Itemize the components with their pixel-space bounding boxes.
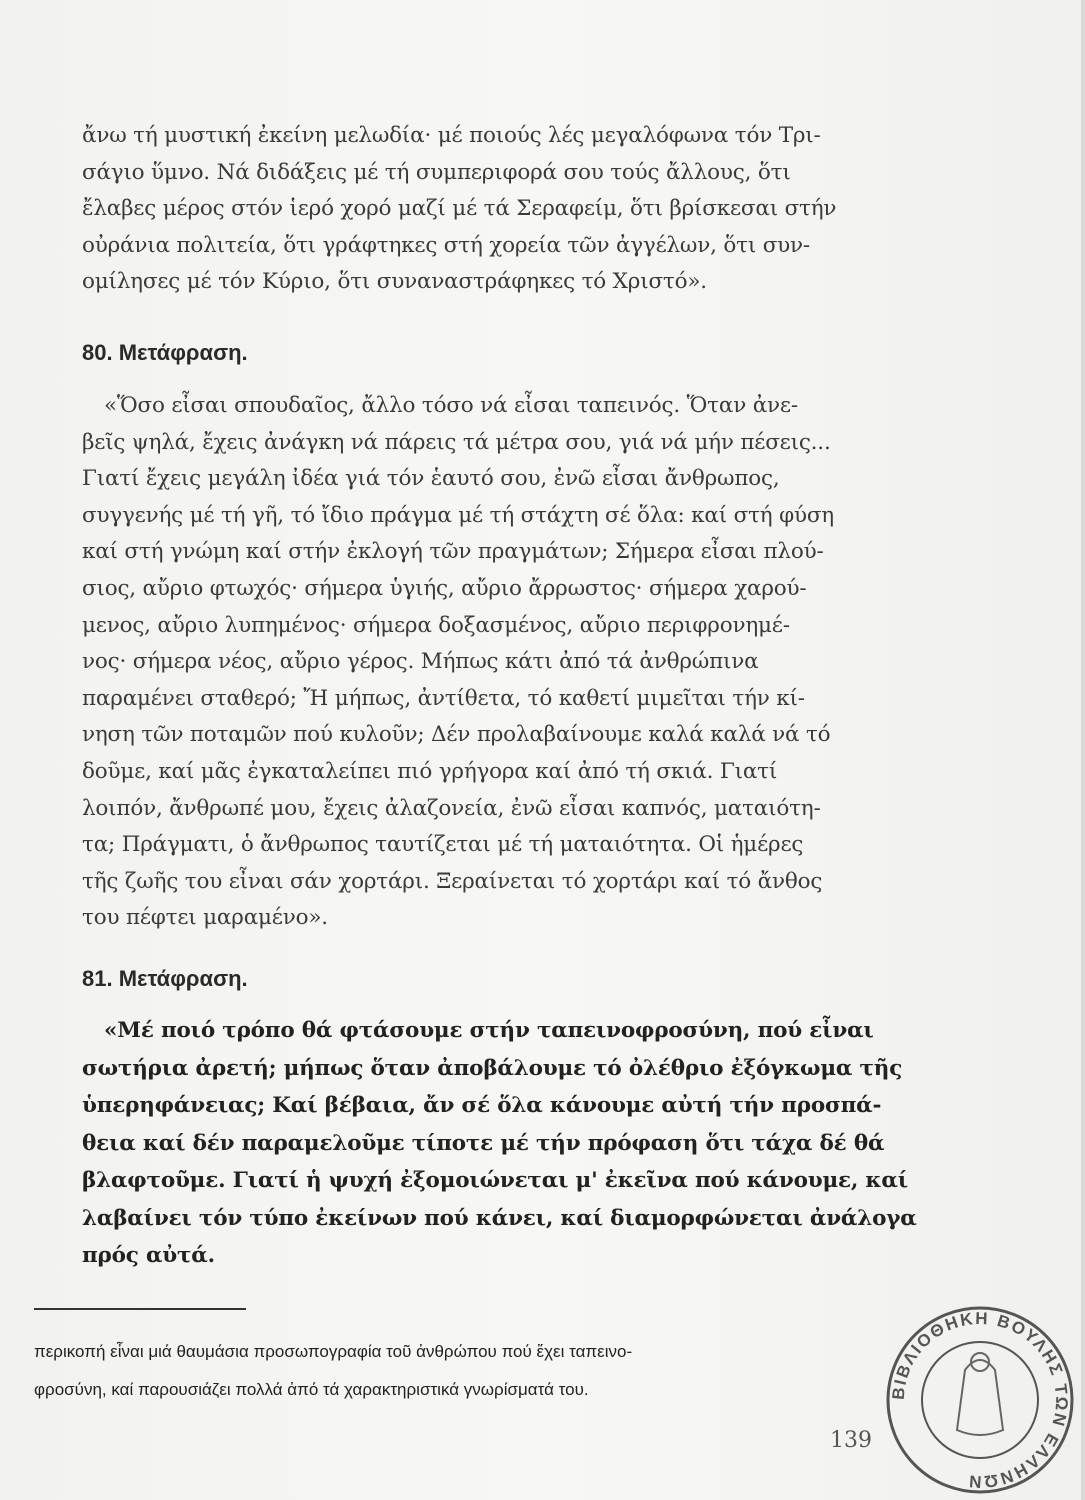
section-heading-81: 81. Μετάφραση. [82, 966, 248, 991]
section-heading-80: 80. Μετάφραση. [82, 340, 248, 365]
text-line: νος· σήμερα νέος, αὔριο γέρος. Μήπως κάτι ἀπό τά ἀνθρώπινα [82, 649, 759, 675]
text-line: «Ὅσο εἶσαι σπουδαῖος, ἄλλο τόσο νά εἶσαι ταπεινός. Ὅταν ἀνε- [104, 393, 798, 418]
paragraph-81 [82, 1012, 917, 1275]
footnote-line: περικοπή εἶναι μιά θαυμάσια προσωπογραφία τοῦ ἀνθρώπου πού ἔχει ταπεινο- [34, 1342, 633, 1361]
text-line: ομίλησες μέ τόν Κύριο, ὅτι συναναστράφηκες τό Χριστό». [82, 269, 707, 295]
text-line: τα; Πράγματι, ὁ ἄνθρωπος ταυτίζεται μέ τή ματαιότητα. Οἱ ἡμέρες [82, 832, 804, 858]
text-line: σάγιο ὕμνο. Νά διδάξεις μέ τή συμπεριφορά σου τούς ἄλλους, ὅτι [82, 159, 791, 185]
footnote-rule [34, 1308, 246, 1310]
text-line: παραμένει σταθερό; Ἤ μήπως, ἀντίθετα, τό καθετί μιμεῖται τήν κί- [82, 685, 805, 711]
text-line: λοιπόν, ἄνθρωπέ μου, ἔχεις ἀλαζονεία, ἐνῶ εἶσαι καπνός, ματαιότη- [82, 795, 821, 821]
text-line: οὐράνια πολιτεία, ὅτι γράφτηκες στή χορεία τῶν ἀγγέλων, ὅτι συν- [82, 232, 810, 258]
library-stamp [880, 1300, 1080, 1500]
text-line: του πέφτει μαραμένο». [82, 905, 328, 931]
page-number: 139 [830, 1428, 872, 1453]
paragraph-continuation [82, 118, 882, 301]
page-edge [1081, 0, 1085, 1500]
text-line: θεια καί δέν παραμελοῦμε τίποτε μέ τήν πρόφαση ὅτι τάχα δέ θά [82, 1130, 885, 1156]
text-line: συγγενής μέ τή γῆ, τό ἴδιο πράγμα μέ τή στάχτη σέ ὅλα: καί στή φύση [82, 502, 834, 528]
footnote-line: φροσύνη, καί παρουσιάζει πολλά ἀπό τά χαρακτηριστικά γνωρίσματά του. [34, 1380, 589, 1399]
text-line: λαβαίνει τόν τύπο ἐκείνων πού κάνει, καί διαμορφώνεται ἀνάλογα [82, 1205, 917, 1231]
paragraph-80 [82, 388, 904, 937]
text-line: ἔλαβες μέρος στόν ἱερό χορό μαζί μέ τά Σεραφείμ, ὅτι βρίσκεσαι στήν [82, 196, 837, 222]
text-line: Γιατί ἔχεις μεγάλη ἰδέα γιά τόν ἑαυτό σου, ἐνῶ εἶσαι ἄνθρωπος, [82, 466, 780, 492]
text-line: «Μέ ποιό τρόπο θά φτάσουμε στήν ταπεινοφροσύνη, πού εἶναι [104, 1018, 874, 1043]
text-line: νηση τῶν ποταμῶν πού κυλοῦν; Δέν προλαβαίνουμε καλά καλά νά τό [82, 722, 831, 748]
text-line: τῆς ζωῆς του εἶναι σάν χορτάρι. Ξεραίνεται τό χορτάρι καί τό ἄνθος [82, 868, 823, 894]
text-line: σωτήρια ἀρετή; μήπως ὅταν ἀποβάλουμε τό ὀλέθριο ἐξόγκωμα τῆς [82, 1055, 903, 1081]
text-line: καί στή γνώμη καί στήν ἐκλογή τῶν πραγμάτων; Σήμερα εἶσαι πλού- [82, 539, 824, 565]
text-line: βλαφτοῦμε. Γιατί ἡ ψυχή ἐξομοιώνεται μ' ἐκεῖνα πού κάνουμε, καί [82, 1168, 908, 1193]
text-line: μενος, αὔριο λυπημένος· σήμερα δοξασμένος, αὔριο περιφρονημέ- [82, 612, 790, 638]
text-line: ὑπερηφάνειας; Καί βέβαια, ἄν σέ ὅλα κάνουμε αὐτή τήν προσπά- [82, 1093, 882, 1118]
text-line: ἄνω τή μυστική ἐκείνη μελωδία· μέ ποιούς λές μεγαλόφωνα τόν Τρι- [82, 123, 821, 148]
text-line: δοῦμε, καί μᾶς ἐγκαταλείπει πιό γρήγορα καί ἀπό τή σκιά. Γιατί [82, 758, 778, 784]
text-line: πρός αὐτά. [82, 1243, 215, 1268]
stamp-text: ΒΙΒΛΙΟΘΗΚΗ ΒΟΥΛΗΣ ΤΩΝ ΕΛΛΗΝΩΝ [888, 1308, 1072, 1492]
text-line: βεῖς ψηλά, ἔχεις ἀνάγκη νά πάρεις τά μέτρα σου, γιά νά μήν πέσεις... [82, 429, 831, 455]
text-line: σιος, αὔριο φτωχός· σήμερα ὑγιής, αὔριο ἄρρωστος· σήμερα χαρού- [82, 575, 807, 601]
svg-text:ΒΙΒΛΙΟΘΗΚΗ ΒΟΥΛΗΣ ΤΩΝ ΕΛΛΗΝΩΝ [889, 1309, 1072, 1491]
